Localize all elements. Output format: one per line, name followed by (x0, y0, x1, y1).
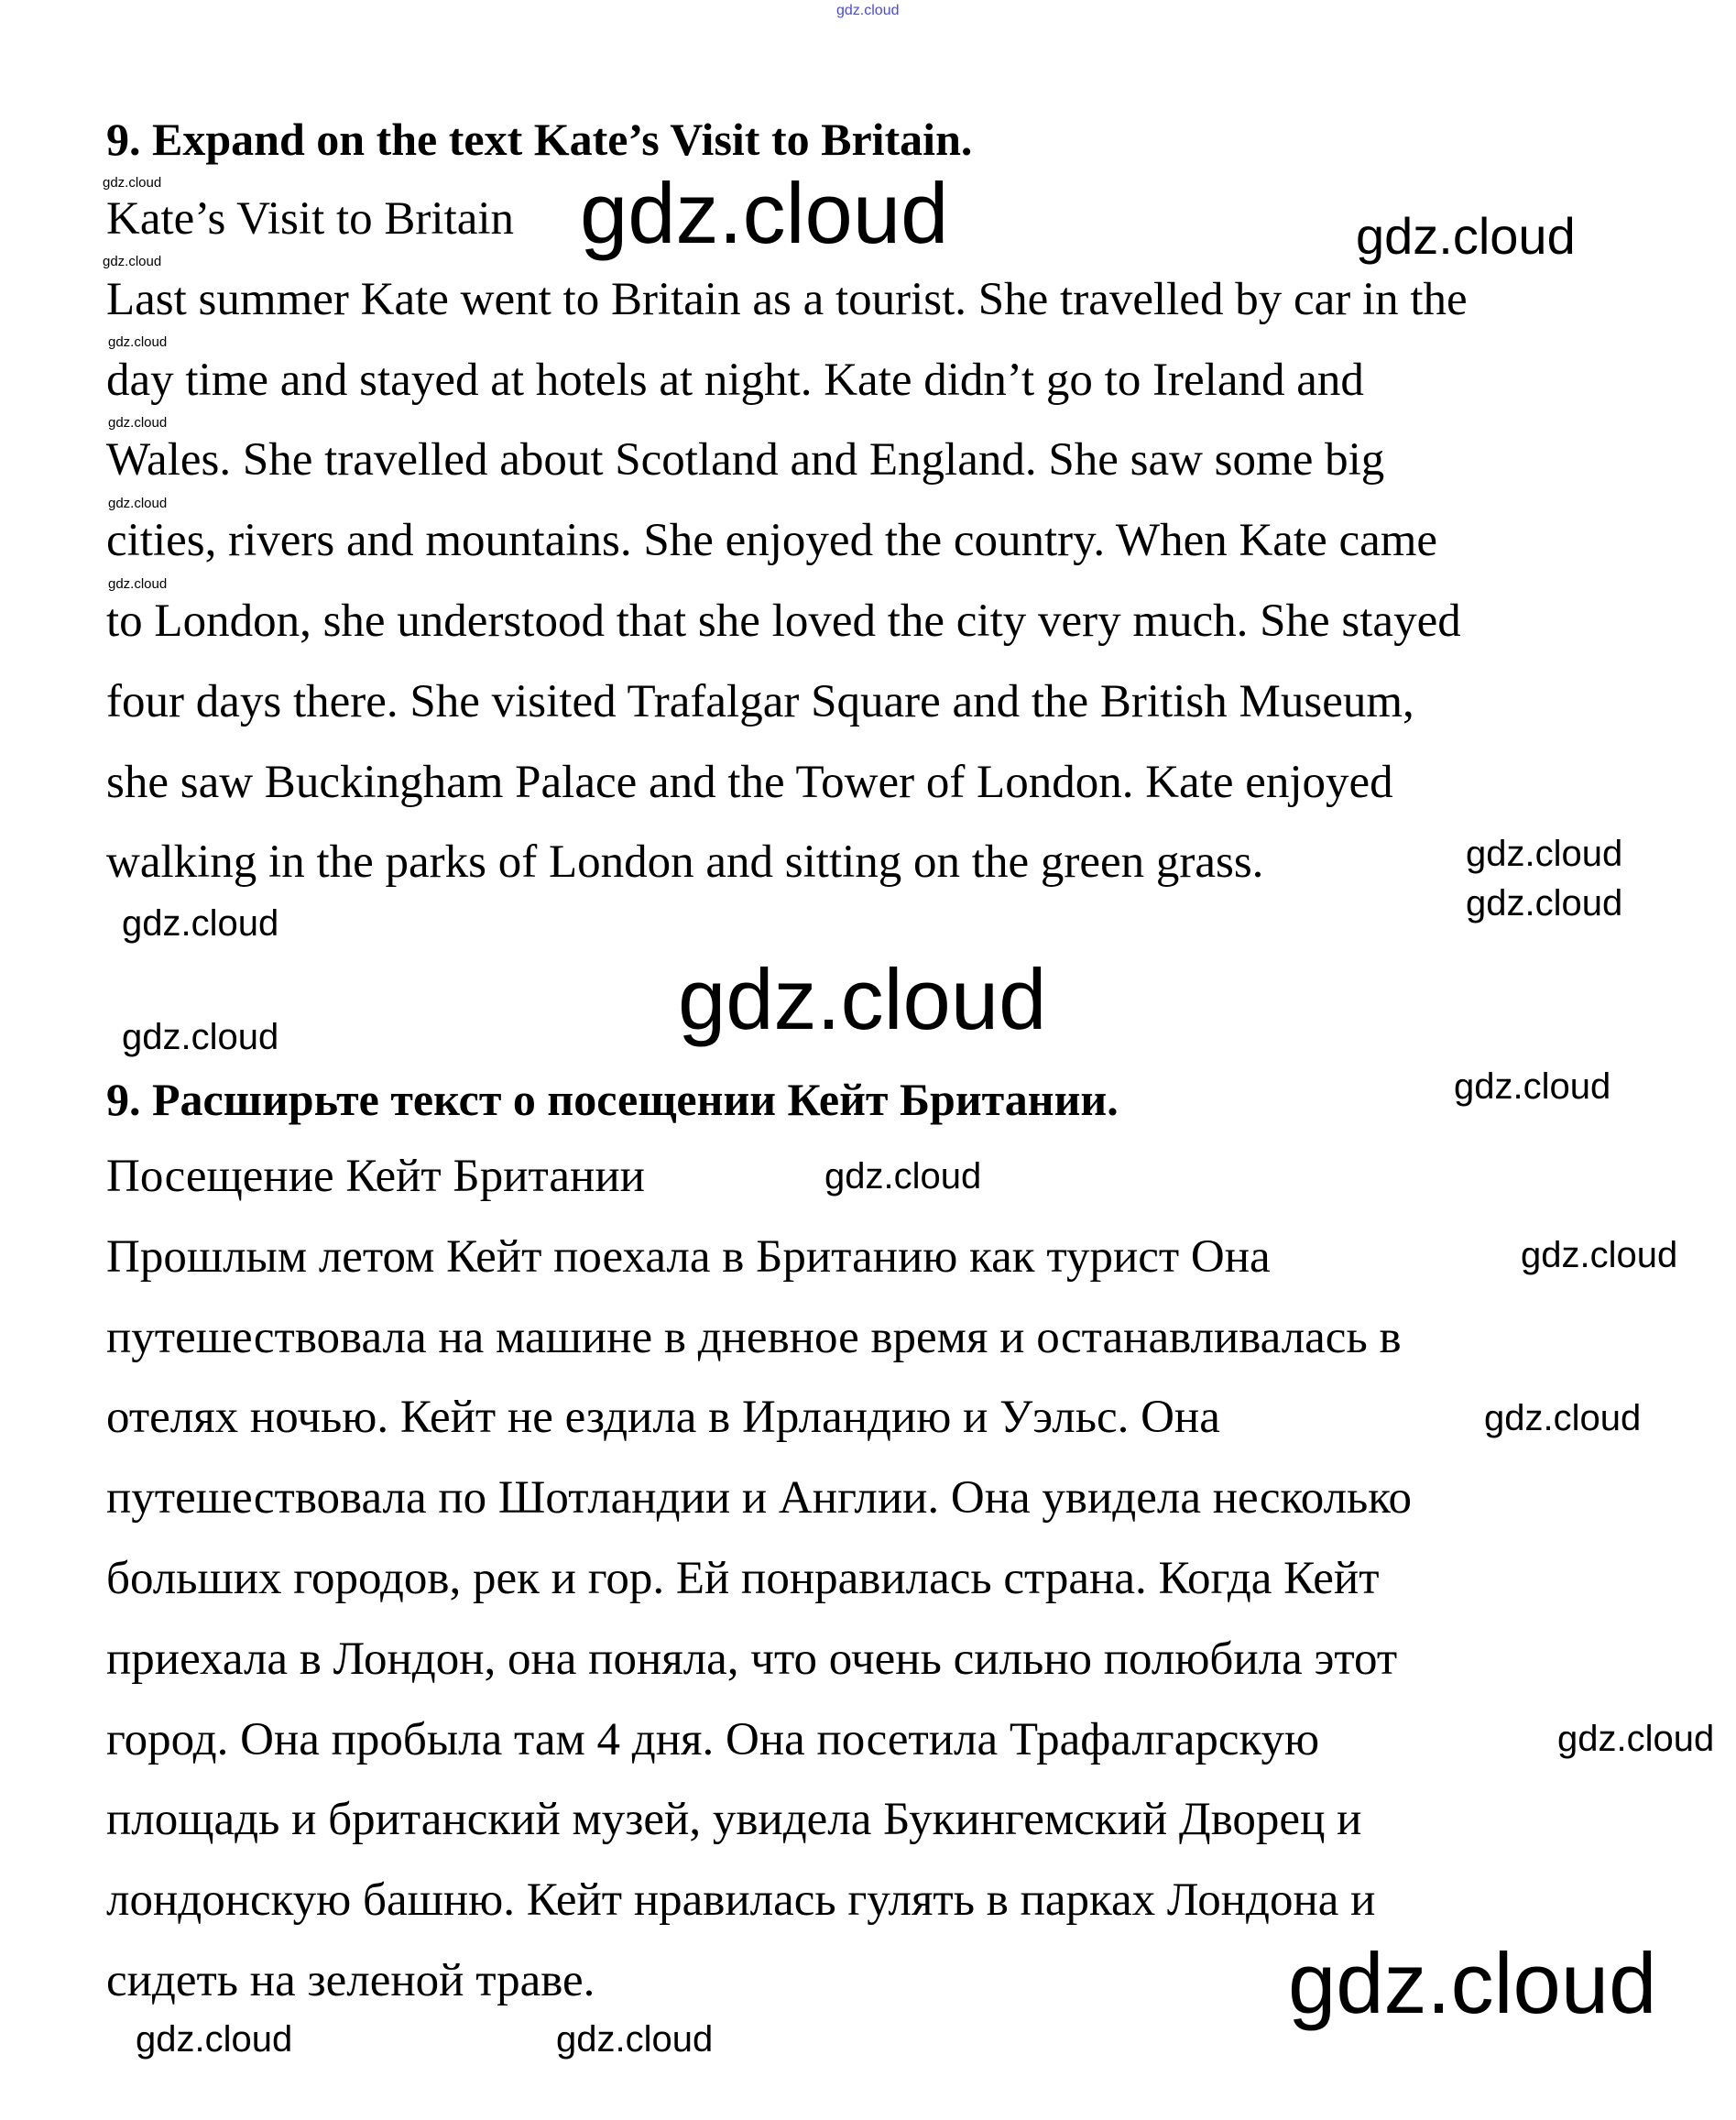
english-line: she saw Buckingham Palace and the Tower of London. Kate enjoyed (106, 756, 1393, 808)
watermark: gdz.cloud (103, 254, 162, 269)
watermark: gdz.cloud (122, 1017, 279, 1057)
watermark: gdz.cloud (108, 496, 168, 511)
watermark: gdz.cloud (678, 951, 1047, 1047)
russian-task-heading: 9. Расширьте текст о посещении Кейт Британии. (106, 1074, 1119, 1125)
english-line: day time and stayed at hotels at night. Kate didn’t go to Ireland and (106, 354, 1364, 406)
russian-line: лондонскую башню. Кейт нравилась гулять в парках Лондона и (106, 1874, 1376, 1927)
english-line: four days there. She visited Trafalgar Square and the British Museum, (106, 675, 1414, 727)
russian-line: путешествовала по Шотландии и Англии. Она увидела несколько (106, 1472, 1412, 1524)
watermark: gdz.cloud (556, 2019, 714, 2060)
english-line: cities, rivers and mountains. She enjoyed the country. When Kate came (106, 515, 1438, 567)
russian-line: город. Она пробыла там 4 дня. Она посетила Трафалгарскую (106, 1713, 1320, 1765)
watermark: gdz.cloud (108, 334, 168, 350)
watermark: gdz.cloud (1557, 1719, 1715, 1759)
watermark: gdz.cloud (1466, 834, 1623, 874)
english-line: walking in the parks of London and sitting on the green grass. (106, 836, 1264, 889)
watermark: gdz.cloud (1356, 207, 1576, 265)
russian-title: Посещение Кейт Британии (106, 1151, 645, 1202)
russian-line: отелях ночью. Кейт не ездила в Ирландию и Уэльс. Она (106, 1392, 1220, 1444)
watermark: gdz.cloud (580, 165, 949, 261)
english-line: to London, she understood that she loved the city very much. She stayed (106, 595, 1461, 647)
watermark: gdz.cloud (1288, 1935, 1657, 2031)
russian-text (106, 1137, 1412, 2022)
watermark: gdz.cloud (1454, 1066, 1611, 1107)
english-task-heading: 9. Expand on the text Kate’s Visit to Britain. (106, 114, 973, 165)
russian-line: больших городов, рек и гор. Ей понравилась страна. Когда Кейт (106, 1552, 1380, 1604)
russian-line: площадь и британский музей, увидела Букингемский Дворец и (106, 1794, 1362, 1846)
english-line: Last summer Kate went to Britain as a tourist. She travelled by car in the (106, 273, 1468, 325)
watermark: gdz.cloud (122, 903, 279, 944)
watermark: gdz.cloud (136, 2019, 293, 2060)
top-watermark-link[interactable]: gdz.cloud (836, 3, 900, 18)
russian-line: Прошлым летом Кейт поехала в Британию как турист Она (106, 1230, 1271, 1283)
watermark: gdz.cloud (1484, 1398, 1642, 1438)
watermark: gdz.cloud (1521, 1235, 1678, 1275)
russian-line: сидеть на зеленой траве. (106, 1954, 595, 2006)
watermark: gdz.cloud (1466, 883, 1623, 923)
english-text (106, 180, 1468, 903)
watermark: gdz.cloud (108, 415, 168, 431)
watermark: gdz.cloud (103, 175, 162, 191)
english-title: Kate’s Visit to Britain (106, 193, 515, 245)
english-line: Wales. She travelled about Scotland and England. She saw some big (106, 434, 1385, 486)
watermark: gdz.cloud (824, 1156, 982, 1197)
watermark: gdz.cloud (108, 576, 168, 592)
russian-line: приехала в Лондон, она поняла, что очень сильно полюбила этот (106, 1633, 1398, 1685)
russian-line: путешествовала на машине в дневное время и останавливалась в (106, 1311, 1402, 1363)
